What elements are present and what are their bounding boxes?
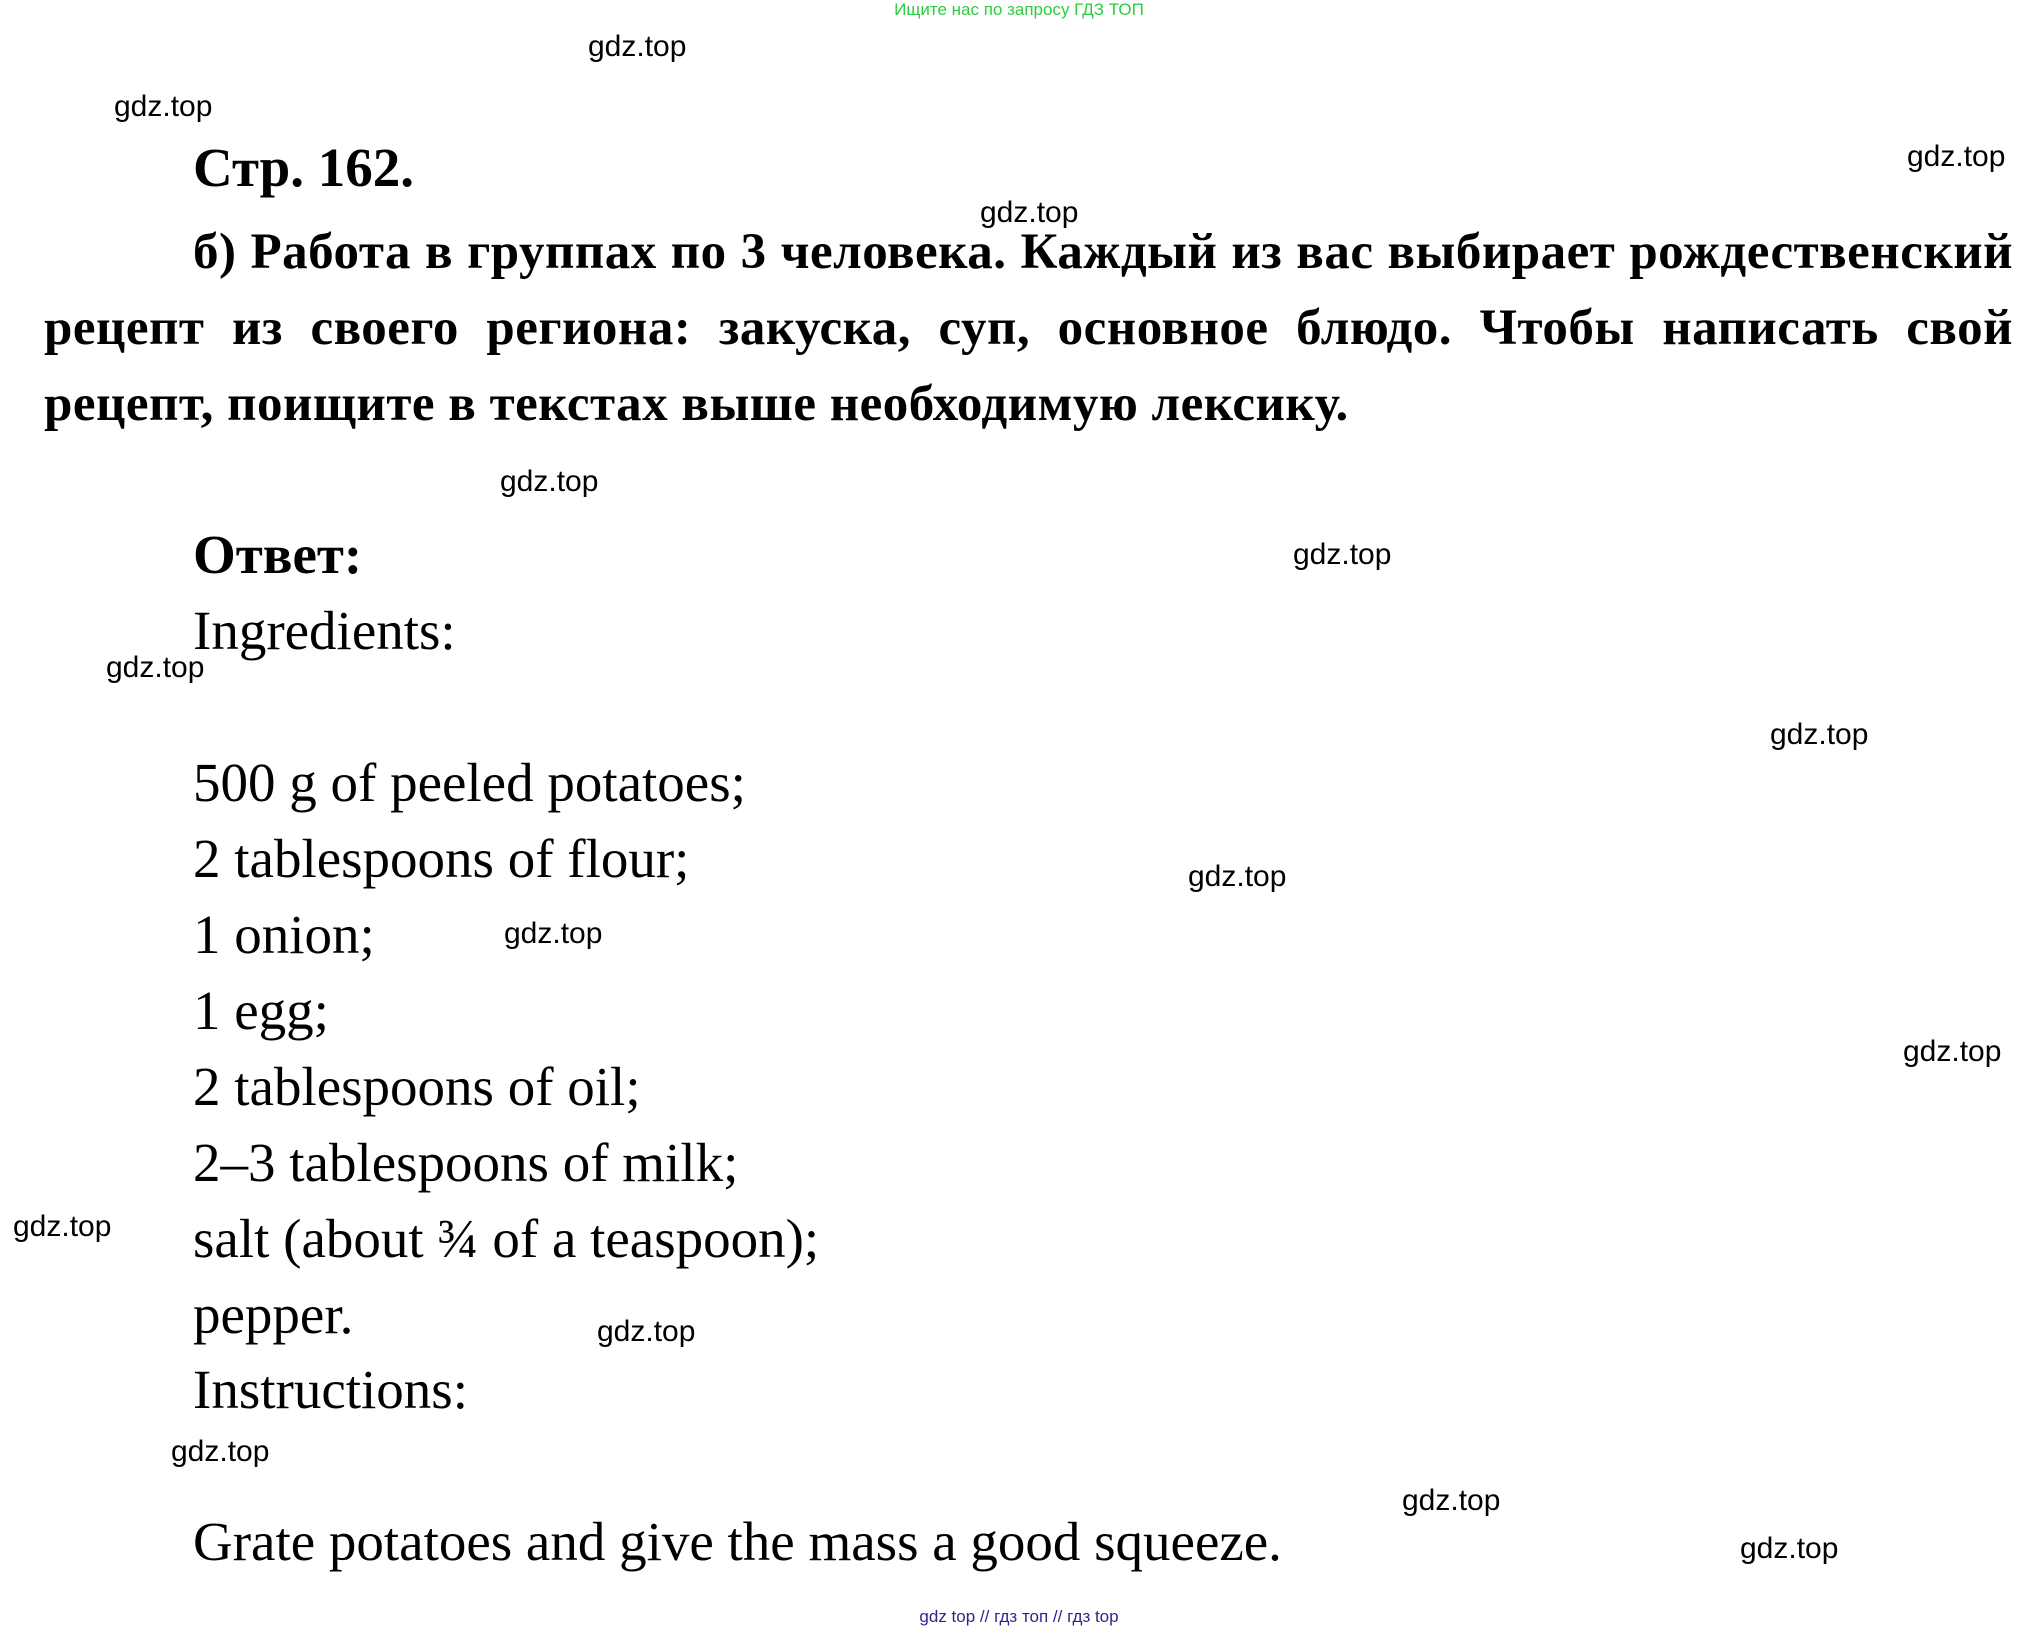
task-text: б) Работа в группах по 3 человека. Каждый из вас выбирает рождественский рецепт из своего региона: закуска, суп, основное блюдо. Чтобы написать свой рецепт, поищите в текстах выше необходимую лексику. [44, 224, 2013, 432]
watermark: gdz.top [1402, 1484, 1501, 1517]
watermark: gdz.top [597, 1315, 696, 1348]
ingredient-item: 1 egg; [193, 980, 329, 1041]
page-title: Стр. 162. [193, 137, 415, 198]
answer-label: Ответ: [193, 524, 363, 585]
ingredient-item: 2–3 tablespoons of milk; [193, 1132, 739, 1193]
watermark: gdz.top [504, 917, 603, 950]
ingredient-item: pepper. [193, 1284, 354, 1345]
watermark: gdz.top [106, 651, 205, 684]
watermark: gdz.top [114, 90, 213, 123]
watermark: gdz.top [980, 196, 1079, 229]
ingredient-item: salt (about ¾ of a teaspoon); [193, 1208, 820, 1269]
watermark: gdz.top [1740, 1532, 1839, 1565]
watermark: gdz.top [1903, 1035, 2002, 1068]
instruction-step: Grate potatoes and give the mass a good squeeze. [193, 1511, 1282, 1572]
ingredient-item: 500 g of peeled potatoes; [193, 752, 746, 813]
ingredient-item: 2 tablespoons of oil; [193, 1056, 641, 1117]
watermark: gdz.top [500, 465, 599, 498]
watermark: gdz.top [1907, 140, 2006, 173]
footer-links: gdz top // гдз топ // гдз top [919, 1607, 1119, 1626]
ingredient-item: 1 onion; [193, 904, 375, 965]
instructions-heading: Instructions: [193, 1359, 468, 1420]
watermark: gdz.top [171, 1435, 270, 1468]
watermark: gdz.top [13, 1210, 112, 1243]
ingredient-item: 2 tablespoons of flour; [193, 828, 690, 889]
search-banner: Ищите нас по запросу ГДЗ ТОП [894, 0, 1144, 19]
watermark: gdz.top [588, 30, 687, 63]
watermark: gdz.top [1293, 538, 1392, 571]
watermark: gdz.top [1188, 860, 1287, 893]
watermark: gdz.top [1770, 718, 1869, 751]
ingredients-heading: Ingredients: [193, 600, 456, 661]
